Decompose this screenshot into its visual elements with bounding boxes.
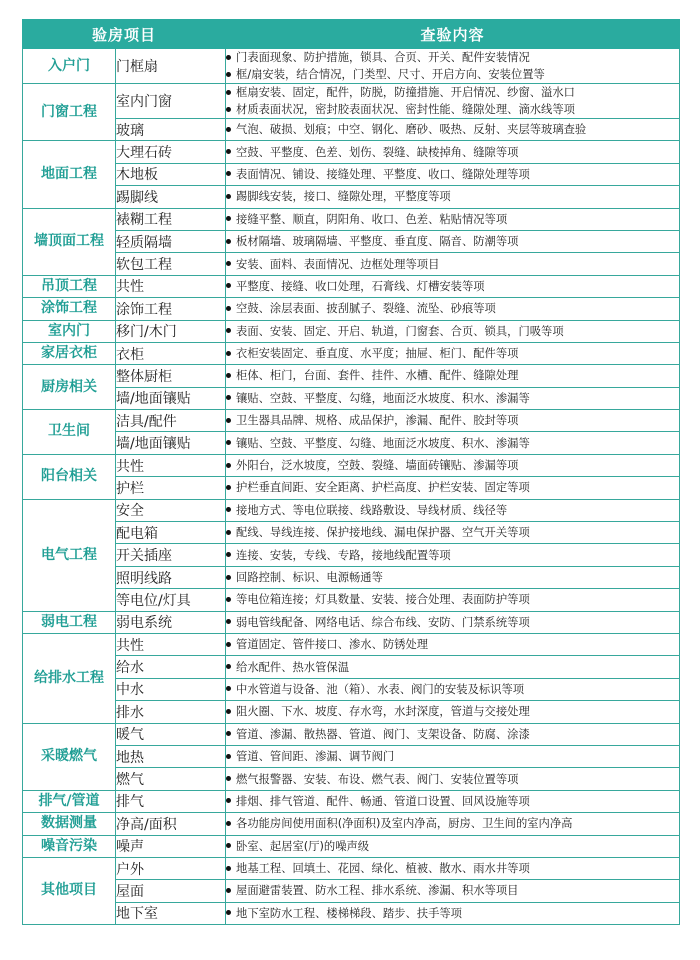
category-cell: 采暖燃气 xyxy=(23,723,116,790)
subitem-cell: 衣柜 xyxy=(116,342,226,364)
content-text: 卧室、起居室(厅)的噪声级 xyxy=(236,839,370,853)
content-text: 接缝平整、顺直，阴阳角、收口、色差、粘贴情况等项 xyxy=(236,212,508,226)
content-line xyxy=(226,659,679,676)
table-row xyxy=(23,186,680,208)
content-cell xyxy=(226,522,680,544)
content-line xyxy=(226,524,679,541)
content-cell xyxy=(226,857,680,879)
subitem-cell: 玻璃 xyxy=(116,119,226,141)
subitem-cell: 照明线路 xyxy=(116,566,226,588)
table-row xyxy=(23,835,680,857)
content-text: 给水配件、热水管保温 xyxy=(236,660,349,674)
bullet-icon xyxy=(226,485,231,490)
category-cell: 阳台相关 xyxy=(23,454,116,499)
category-cell: 涂饰工程 xyxy=(23,298,116,320)
content-line xyxy=(226,569,679,586)
subitem-cell: 地热 xyxy=(116,745,226,767)
content-text: 板材隔墙、玻璃隔墙、平整度、垂直度、隔音、防潮等项 xyxy=(236,235,519,249)
subitem-cell: 墙/地面镶贴 xyxy=(116,387,226,409)
table-row xyxy=(23,432,680,454)
header-inspection-content: 查验内容 xyxy=(226,20,680,49)
content-line xyxy=(226,457,679,474)
bullet-icon xyxy=(226,552,231,557)
content-cell xyxy=(226,454,680,476)
content-line xyxy=(226,502,679,519)
table-row xyxy=(23,141,680,163)
content-text: 管道、渗漏、散热器、管道、阀门、支架设备、防腐、涂漆 xyxy=(236,727,530,741)
category-cell: 卫生间 xyxy=(23,410,116,455)
content-line xyxy=(226,166,679,183)
content-line xyxy=(226,66,679,83)
table-row xyxy=(23,611,680,633)
subitem-cell: 户外 xyxy=(116,857,226,879)
content-cell xyxy=(226,589,680,611)
bullet-icon xyxy=(226,239,231,244)
category-cell: 电气工程 xyxy=(23,499,116,611)
bullet-icon xyxy=(226,373,231,378)
content-cell xyxy=(226,701,680,723)
category-cell: 数据测量 xyxy=(23,813,116,835)
content-cell xyxy=(226,813,680,835)
bullet-icon xyxy=(226,463,231,468)
bullet-icon xyxy=(226,731,231,736)
content-text: 空鼓、涂层表面、披刮腻子、裂缝、流坠、砂痕等项 xyxy=(236,302,496,316)
subitem-cell: 屋面 xyxy=(116,880,226,902)
category-cell: 家居衣柜 xyxy=(23,342,116,364)
category-cell: 弱电工程 xyxy=(23,611,116,633)
content-line xyxy=(226,121,679,138)
content-line xyxy=(226,479,679,496)
content-line xyxy=(226,84,679,101)
content-text: 地基工程、回填土、花园、绿化、植被、散水、雨水井等项 xyxy=(236,862,530,876)
category-cell: 地面工程 xyxy=(23,141,116,208)
subitem-cell: 噪声 xyxy=(116,835,226,857)
subitem-cell: 移门/木门 xyxy=(116,320,226,342)
subitem-cell: 安全 xyxy=(116,499,226,521)
content-text: 中水管道与设备、池（箱）、水表、阀门的安装及标识等项 xyxy=(236,682,525,696)
content-cell xyxy=(226,119,680,141)
table-row xyxy=(23,119,680,141)
bullet-icon xyxy=(226,418,231,423)
content-cell xyxy=(226,745,680,767)
content-cell xyxy=(226,320,680,342)
bullet-icon xyxy=(226,888,231,893)
bullet-icon xyxy=(226,90,231,95)
subitem-cell: 给水 xyxy=(116,656,226,678)
content-text: 管道固定、管件接口、渗水、防锈处理 xyxy=(236,638,429,652)
table-header-row xyxy=(23,20,680,49)
bullet-icon xyxy=(226,194,231,199)
bullet-icon xyxy=(226,55,231,60)
table-row xyxy=(23,902,680,924)
content-text: 镶贴、空鼓、平整度、勾缝、地面泛水坡度、积水、渗漏等 xyxy=(236,436,530,450)
bullet-icon xyxy=(226,530,231,535)
content-cell xyxy=(226,723,680,745)
content-line xyxy=(226,233,679,250)
bullet-icon xyxy=(226,798,231,803)
content-text: 框/扇安装，结合情况，门类型、尺寸、开启方向、安装位置等 xyxy=(236,68,545,81)
table-row xyxy=(23,701,680,723)
bullet-icon xyxy=(226,910,231,915)
category-cell: 室内门 xyxy=(23,320,116,342)
bullet-icon xyxy=(226,328,231,333)
subitem-cell: 轻质隔墙 xyxy=(116,230,226,252)
content-line xyxy=(226,323,679,340)
content-line xyxy=(226,345,679,362)
content-line xyxy=(226,412,679,429)
bullet-icon xyxy=(226,575,231,580)
table-row xyxy=(23,723,680,745)
content-cell xyxy=(226,477,680,499)
category-cell: 给排水工程 xyxy=(23,633,116,723)
content-cell xyxy=(226,365,680,387)
table-row xyxy=(23,275,680,297)
table-row xyxy=(23,298,680,320)
bullet-icon xyxy=(226,351,231,356)
content-cell xyxy=(226,611,680,633)
content-line xyxy=(226,144,679,161)
table-row xyxy=(23,589,680,611)
table-row xyxy=(23,566,680,588)
content-cell xyxy=(226,432,680,454)
table-row xyxy=(23,522,680,544)
subitem-cell: 暖气 xyxy=(116,723,226,745)
content-cell xyxy=(226,499,680,521)
bullet-icon xyxy=(226,754,231,759)
content-text: 弱电管线配备、网络电话、综合布线、安防、门禁系统等项 xyxy=(236,615,530,629)
content-cell xyxy=(226,208,680,230)
subitem-cell: 燃气 xyxy=(116,768,226,790)
subitem-cell: 木地板 xyxy=(116,163,226,185)
subitem-cell: 配电箱 xyxy=(116,522,226,544)
bullet-icon xyxy=(226,709,231,714)
category-cell: 排气/管道 xyxy=(23,790,116,812)
category-cell: 入户门 xyxy=(23,49,116,84)
content-line xyxy=(226,860,679,877)
category-cell: 噪音污染 xyxy=(23,835,116,857)
content-line xyxy=(226,793,679,810)
bullet-icon xyxy=(226,149,231,154)
bullet-icon xyxy=(226,664,231,669)
content-cell xyxy=(226,298,680,320)
table-row xyxy=(23,49,680,84)
content-text: 阻火圈、下水、坡度、存水弯，水封深度，管道与交接处理 xyxy=(236,705,530,719)
content-text: 表面情况、铺设、接缝处理、平整度、收口、缝隙处理等项 xyxy=(236,167,530,181)
category-cell: 厨房相关 xyxy=(23,365,116,410)
content-line xyxy=(226,367,679,384)
content-line xyxy=(226,300,679,317)
content-text: 管道、管间距、渗漏、调节阀门 xyxy=(236,750,395,764)
subitem-cell: 排气 xyxy=(116,790,226,812)
bullet-icon xyxy=(226,440,231,445)
content-line xyxy=(226,726,679,743)
table-row xyxy=(23,857,680,879)
content-line xyxy=(226,256,679,273)
category-cell: 墙顶面工程 xyxy=(23,208,116,275)
bullet-icon xyxy=(226,395,231,400)
content-line xyxy=(226,681,679,698)
table-row xyxy=(23,365,680,387)
content-cell xyxy=(226,342,680,364)
bullet-icon xyxy=(226,107,231,112)
subitem-cell: 裱糊工程 xyxy=(116,208,226,230)
content-line xyxy=(226,49,679,66)
content-text: 配线、导线连接、保护接地线、漏电保护器、空气开关等项 xyxy=(236,526,530,540)
subitem-cell: 墙/地面镶贴 xyxy=(116,432,226,454)
content-cell xyxy=(226,768,680,790)
content-text: 安装、面料、表面情况、边框处理等项目 xyxy=(236,257,440,271)
bullet-icon xyxy=(226,642,231,647)
bullet-icon xyxy=(226,507,231,512)
subitem-cell: 排水 xyxy=(116,701,226,723)
table-row xyxy=(23,499,680,521)
content-line xyxy=(226,636,679,653)
content-line xyxy=(226,278,679,295)
content-cell xyxy=(226,253,680,275)
content-line xyxy=(226,591,679,608)
content-line xyxy=(226,748,679,765)
content-line xyxy=(226,905,679,922)
table-row xyxy=(23,387,680,409)
bullet-icon xyxy=(226,216,231,221)
content-text: 材质表面状况，密封胶表面状况、密封性能、缝隙处理、滴水线等项 xyxy=(236,103,575,116)
table-row xyxy=(23,320,680,342)
table-row xyxy=(23,768,680,790)
table-row xyxy=(23,477,680,499)
inspection-table xyxy=(22,19,680,925)
content-line xyxy=(226,547,679,564)
content-line xyxy=(226,614,679,631)
content-cell xyxy=(226,186,680,208)
content-line xyxy=(226,188,679,205)
subitem-cell: 共性 xyxy=(116,275,226,297)
content-line xyxy=(226,211,679,228)
content-cell xyxy=(226,141,680,163)
content-text: 连接、安装，专线、专路，接地线配置等项 xyxy=(236,548,451,562)
content-cell xyxy=(226,544,680,566)
subitem-cell: 洁具/配件 xyxy=(116,410,226,432)
content-line xyxy=(226,771,679,788)
subitem-cell: 踢脚线 xyxy=(116,186,226,208)
content-cell xyxy=(226,163,680,185)
table-row xyxy=(23,813,680,835)
content-cell xyxy=(226,790,680,812)
content-text: 空鼓、平整度、色差、划伤、裂缝、缺棱掉角、缝隙等项 xyxy=(236,145,519,159)
bullet-icon xyxy=(226,127,231,132)
table-row xyxy=(23,253,680,275)
bullet-icon xyxy=(226,776,231,781)
content-text: 门表面现象、防护措施，锁具、合页、开关、配件安装情况 xyxy=(236,51,530,64)
table-row xyxy=(23,84,680,119)
subitem-cell: 软包工程 xyxy=(116,253,226,275)
content-cell xyxy=(226,656,680,678)
content-text: 表面、安装、固定、开启、轨道，门窗套、合页、锁具，门吸等项 xyxy=(236,324,564,338)
content-text: 护栏垂直间距、安全距离、护栏高度、护栏安装、固定等项 xyxy=(236,481,530,495)
content-line xyxy=(226,435,679,452)
content-line xyxy=(226,101,679,118)
subitem-cell: 室内门窗 xyxy=(116,84,226,119)
bullet-icon xyxy=(226,821,231,826)
subitem-cell: 地下室 xyxy=(116,902,226,924)
bullet-icon xyxy=(226,283,231,288)
content-text: 回路控制、标识、电源畅通等 xyxy=(236,571,383,584)
table-row xyxy=(23,880,680,902)
content-text: 卫生器具品牌、规格、成品保护，渗漏、配件、胶封等项 xyxy=(236,414,519,428)
content-text: 屋面避雷装置、防水工程、排水系统、渗漏、积水等项目 xyxy=(236,884,519,898)
content-line xyxy=(226,390,679,407)
content-text: 踢脚线安装，接口、缝隙处理，平整度等项 xyxy=(236,190,451,204)
content-text: 接地方式、等电位联接、线路敷设、导线材质、线径等 xyxy=(236,503,508,517)
subitem-cell: 整体厨柜 xyxy=(116,365,226,387)
table-row xyxy=(23,163,680,185)
content-line xyxy=(226,838,679,855)
content-cell xyxy=(226,49,680,84)
table-row xyxy=(23,208,680,230)
subitem-cell: 共性 xyxy=(116,633,226,655)
bullet-icon xyxy=(226,866,231,871)
table-row xyxy=(23,410,680,432)
content-line xyxy=(226,815,679,832)
table-row xyxy=(23,342,680,364)
subitem-cell: 涂饰工程 xyxy=(116,298,226,320)
content-text: 燃气报警器、安装、布设、燃气表、阀门、安装位置等项 xyxy=(236,772,519,786)
subitem-cell: 等电位/灯具 xyxy=(116,589,226,611)
category-cell: 其他项目 xyxy=(23,857,116,924)
content-text: 等电位箱连接；灯具数量、安装、接合处理、表面防护等项 xyxy=(236,593,530,607)
bullet-icon xyxy=(226,171,231,176)
bullet-icon xyxy=(226,261,231,266)
content-cell xyxy=(226,880,680,902)
content-text: 柜体、柜门，台面、套件、挂件、水槽、配件、缝隙处理 xyxy=(236,369,519,383)
table-row xyxy=(23,790,680,812)
table-row xyxy=(23,454,680,476)
content-text: 外阳台，泛水坡度，空鼓、裂缝、墙面砖镶贴、渗漏等项 xyxy=(236,459,519,473)
subitem-cell: 弱电系统 xyxy=(116,611,226,633)
table-row xyxy=(23,633,680,655)
content-cell xyxy=(226,566,680,588)
bullet-icon xyxy=(226,619,231,624)
content-cell xyxy=(226,387,680,409)
content-cell xyxy=(226,678,680,700)
bullet-icon xyxy=(226,843,231,848)
subitem-cell: 净高/面积 xyxy=(116,813,226,835)
subitem-cell: 大理石砖 xyxy=(116,141,226,163)
category-cell: 吊顶工程 xyxy=(23,275,116,297)
content-cell xyxy=(226,633,680,655)
table-row xyxy=(23,230,680,252)
content-cell xyxy=(226,275,680,297)
subitem-cell: 门框扇 xyxy=(116,49,226,84)
subitem-cell: 开关插座 xyxy=(116,544,226,566)
content-cell xyxy=(226,902,680,924)
subitem-cell: 护栏 xyxy=(116,477,226,499)
content-line xyxy=(226,703,679,720)
header-inspection-item: 验房项目 xyxy=(23,20,226,49)
bullet-icon xyxy=(226,597,231,602)
content-text: 排烟、排气管道、配件、畅通、管道口设置、回风设施等项 xyxy=(236,794,530,808)
content-text: 地下室防水工程、楼梯梯段、踏步、扶手等项 xyxy=(236,906,462,920)
bullet-icon xyxy=(226,72,231,77)
category-cell: 门窗工程 xyxy=(23,84,116,141)
content-cell xyxy=(226,835,680,857)
content-text: 衣柜安装固定、垂直度、水平度；抽屉、柜门、配件等项 xyxy=(236,347,519,361)
table-row xyxy=(23,656,680,678)
table-row xyxy=(23,745,680,767)
bullet-icon xyxy=(226,306,231,311)
content-line xyxy=(226,882,679,899)
content-text: 气泡、破损、划痕；中空、钢化、磨砂、吸热、反射、夹层等玻璃查验 xyxy=(236,123,587,137)
table-row xyxy=(23,678,680,700)
content-text: 各功能房间使用面积(净面积)及室内净高，厨房、卫生间的室内净高 xyxy=(236,817,573,831)
content-text: 镶贴、空鼓、平整度、勾缝，地面泛水坡度、积水、渗漏等 xyxy=(236,391,530,405)
subitem-cell: 中水 xyxy=(116,678,226,700)
content-text: 平整度、接缝、收口处理，石膏线、灯槽安装等项 xyxy=(236,279,485,293)
subitem-cell: 共性 xyxy=(116,454,226,476)
content-text: 框扇安装、固定，配件，防脱，防撞措施、开启情况、纱窗、溢水口 xyxy=(236,86,575,99)
content-cell xyxy=(226,410,680,432)
content-cell xyxy=(226,230,680,252)
table-row xyxy=(23,544,680,566)
inspection-table-container xyxy=(22,19,679,925)
content-cell xyxy=(226,84,680,119)
bullet-icon xyxy=(226,686,231,691)
table-body xyxy=(23,49,680,925)
